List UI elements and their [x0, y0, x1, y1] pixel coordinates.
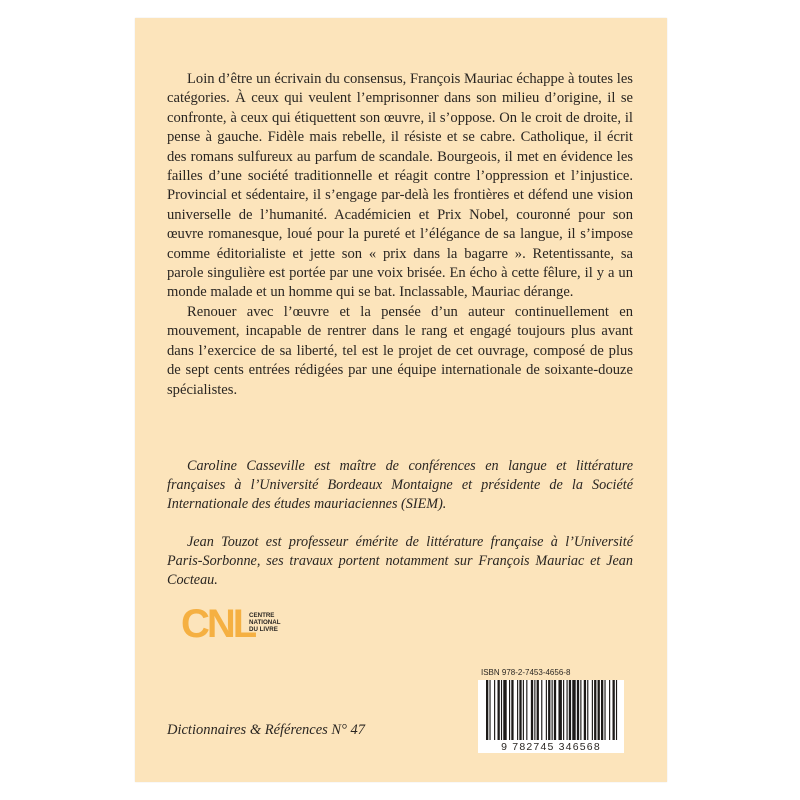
barcode-bar: [567, 680, 568, 740]
barcode-bars: [478, 680, 624, 742]
back-cover: [135, 18, 667, 782]
barcode-bar: [501, 680, 502, 740]
barcode-bar: [558, 680, 561, 740]
series-label: Dictionnaires & Références N° 47: [167, 722, 366, 738]
barcode-digits: 9 782745 346568: [478, 740, 624, 753]
book-summary: [167, 70, 633, 400]
cnl-logo-letters: CNL: [181, 602, 255, 646]
author-bio-touzot: Jean Touzot est professeur émérite de littérature française à l’Université Paris-Sorbonne, ses travaux portent notamment sur François Mauriac et Jean Cocteau.: [167, 533, 633, 589]
barcode-bar: [546, 680, 547, 740]
barcode-bar: [534, 680, 535, 740]
barcode-bar: [577, 680, 579, 740]
barcode-bar: [569, 680, 571, 740]
barcode-bar: [552, 680, 553, 740]
barcode-bar: [523, 680, 524, 740]
barcode-bar: [509, 680, 510, 740]
cnl-logo: [181, 600, 291, 648]
barcode-bar: [494, 680, 495, 740]
barcode-bar: [598, 680, 600, 740]
barcode-bar: [601, 680, 603, 740]
barcode-bar: [587, 680, 588, 740]
barcode-bar: [609, 680, 610, 740]
barcode-bar: [511, 680, 513, 740]
summary-paragraph-2: Renouer avec l’œuvre et la pensée d’un auteur continuellement en mouvement, incapable de rentrer dans le rang et engagé toujours plus avant dans l’exercice de sa liberté, tel est le projet de cet ouvrage, composé de plus de sept cents entrées rédigées par une équipe internationale de soixante-douze spécialistes.: [167, 303, 633, 398]
barcode-bar: [613, 680, 615, 740]
barcode-bar: [541, 680, 542, 740]
summary-paragraph-1: Loin d’être un écrivain du consensus, François Mauriac échappe à toutes les catégories. À ceux qui veulent l’emprisonner dans son milieu d’origine, il se confronte, à ceux qui étiquettent son œuvre, il s’oppose. On le croit de droite, il pense à gauche. Fidèle mais rebelle, il résiste et se cabre. Catholique, il écrit des romans sulfureux au parfum de scandale. Bourgeois, il met en évidence les failles d’une société traditionnelle et réagit contre l’oppression et l’injustice. Provincial et sédentaire, il s’engage par-delà les frontières et défend une vision universelle de l’humanité. Académicien et Prix Nobel, couronné pour son œuvre romanesque, loué pour la pureté et l’élégance de sa langue, il s’impose comme éditorialiste et jette son « prix dans la bagarre ». Retentissante, sa parole singulière est portée par une voix brisée. En écho à cette fêlure, il y a un monde malade et un homme qui se bat. Inclassable, Mauriac dérange.: [167, 71, 633, 301]
isbn-label: ISBN 978-2-7453-4656-8: [481, 668, 571, 677]
barcode-graphic: [478, 680, 624, 742]
barcode-bar: [503, 680, 506, 740]
author-bios: [167, 457, 633, 608]
barcode-bar: [486, 680, 488, 740]
barcode-bar: [554, 680, 556, 740]
isbn-barcode: [478, 668, 624, 764]
barcode-bar: [584, 680, 586, 740]
author-bio-casseville: Caroline Casseville est maître de conférences en langue et littérature françaises à l’Université Bordeaux Montaigne et présidente de la Société Internationale des études mauriaciennes (SIEM).: [167, 458, 633, 513]
barcode-bar: [526, 680, 527, 740]
barcode-bar: [548, 680, 550, 740]
barcode-bar: [604, 680, 605, 740]
barcode-bar: [531, 680, 533, 740]
barcode-bar: [537, 680, 539, 740]
barcode-bar: [517, 680, 518, 740]
cnl-logo-line-3: DU LIVRE: [249, 626, 278, 633]
barcode-bar: [563, 680, 564, 740]
cnl-logo-line-1: CENTRE: [249, 612, 275, 619]
barcode-bar: [580, 680, 581, 740]
barcode-bar: [592, 680, 593, 740]
barcode-bar: [594, 680, 596, 740]
barcode-bar: [498, 680, 500, 740]
barcode-bar: [519, 680, 521, 740]
barcode-bar: [616, 680, 617, 740]
barcode-bar: [572, 680, 575, 740]
cnl-logo-text: [249, 612, 297, 633]
cnl-logo-line-2: NATIONAL: [249, 619, 281, 626]
barcode-bar: [489, 680, 490, 740]
